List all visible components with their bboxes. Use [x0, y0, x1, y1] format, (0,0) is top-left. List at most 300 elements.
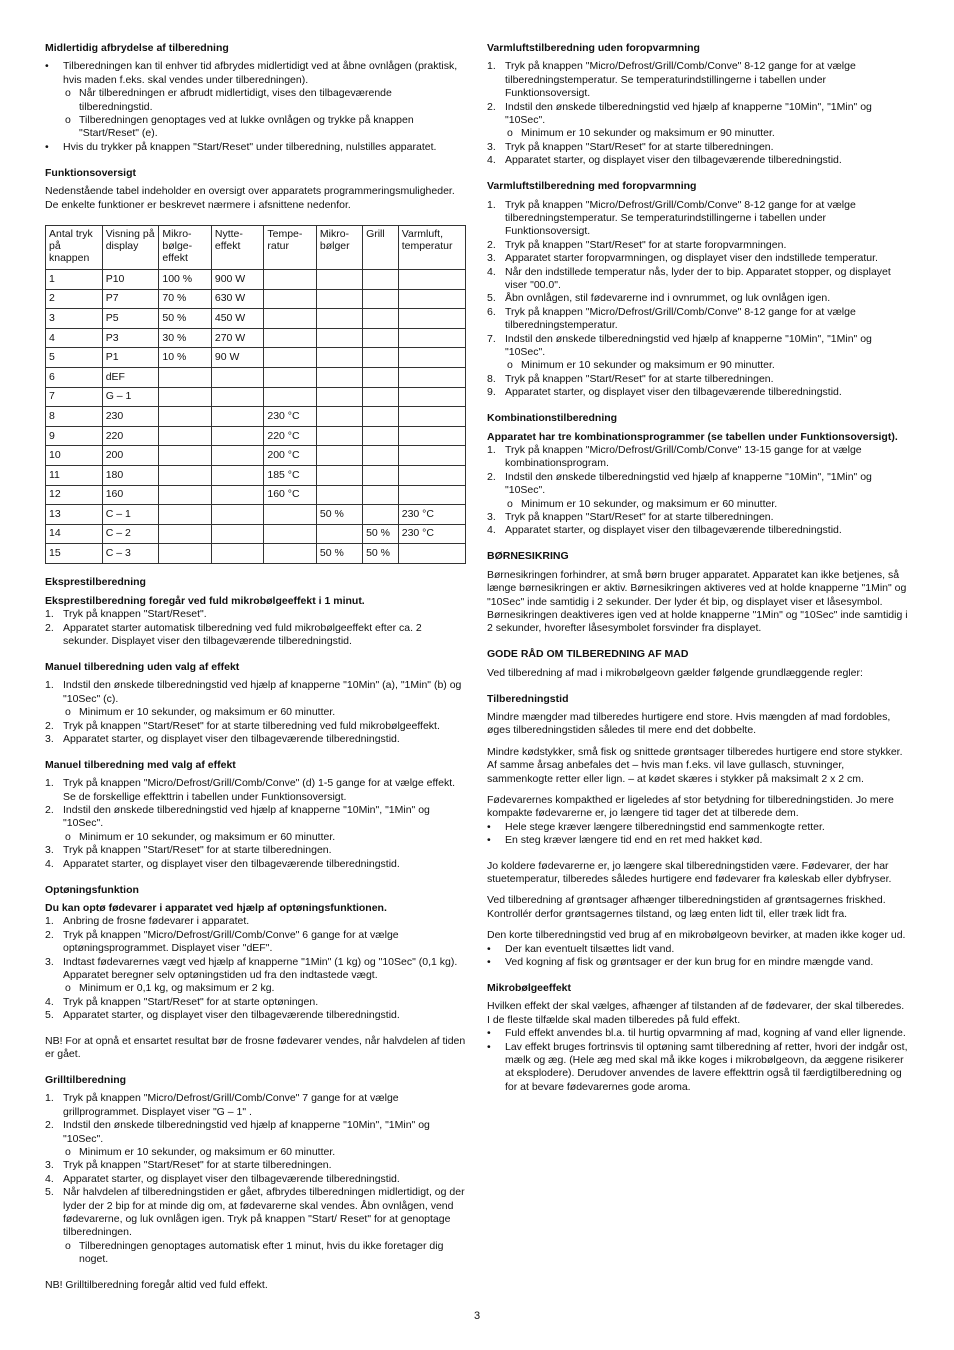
- section-heading: Mikrobølgeeffekt: [487, 981, 572, 994]
- sub-list: [63, 87, 466, 141]
- item-marker: 9.: [487, 386, 496, 399]
- numbered-step: [487, 511, 910, 524]
- item-list: [45, 679, 466, 746]
- table-cell: P10: [102, 269, 159, 289]
- item-marker: 2.: [487, 100, 496, 113]
- numbered-step: [45, 679, 466, 719]
- table-cell: 10: [46, 446, 103, 466]
- table-cell: [159, 505, 212, 525]
- numbered-step: [45, 956, 466, 996]
- column-header: Grill: [363, 225, 399, 269]
- item-text: Apparatet starter automatisk tilberedning ved fuld mikrobølgeeffekt efter ca. 2 sekunder. Displayet viser den tilbageværende tilberedningstid.: [63, 621, 422, 647]
- section-subheading: Apparatet har tre kombinationsprogrammer (se tabellen under Funktionsoversigt).: [487, 430, 898, 443]
- section: [487, 550, 910, 635]
- item-marker: 3.: [45, 955, 54, 968]
- paragraph: Nedenstående tabel indeholder en oversigt over apparatets programmeringsmuligheder. De enkelte funktioner er beskrevet nærmere i afsnittene nedenfor.: [45, 185, 455, 211]
- section-heading: GODE RÅD OM TILBEREDNING AF MAD: [487, 648, 689, 661]
- bullet-item: [45, 141, 466, 154]
- numbered-step: [45, 608, 466, 621]
- item-text: Tryk på knappen "Micro/Defrost/Grill/Comb/Conve" 13-15 gange for at vælge kombinationsprogram.: [505, 443, 862, 470]
- numbered-step: [487, 333, 910, 373]
- table-cell: 630 W: [211, 289, 264, 309]
- column-header: Antal tryk på knappen: [46, 225, 103, 269]
- item-text: Apparatet starter, og displayet viser den tilbageværende tilberedningstid.: [63, 857, 400, 870]
- table-cell: [398, 387, 465, 407]
- numbered-step: [487, 266, 910, 293]
- sub-item-text: Tilberedningen genoptages ved at lukke ovnlågen og trykke på knappen "Start/Reset" (e).: [79, 114, 414, 140]
- table-cell: 2: [46, 289, 103, 309]
- item-marker: 2.: [45, 804, 54, 817]
- item-marker: •: [487, 834, 491, 847]
- table-cell: P1: [102, 348, 159, 368]
- table-cell: P3: [102, 328, 159, 348]
- section: [45, 576, 466, 648]
- table-cell: [316, 485, 362, 505]
- item-text: Tryk på knappen "Micro/Defrost/Grill/Comb/Conve" 8-12 gange for at vælge tilberedningstemperatur.: [505, 305, 856, 332]
- paragraph: Mindre kødstykker, små fisk og snittede grøntsager tilberedes hurtigere end store stykker. Af samme årsag anbefales det – hvis man f.eks. vil lave gullasch, stuvninger, sammenkogte retter eller lign. – at kødet skæres i stykker på maksimalt 2 x 2 cm.: [487, 745, 903, 785]
- column-header: Varmluft, temperatur: [398, 225, 465, 269]
- sub-list: [63, 831, 466, 844]
- sub-list: [505, 359, 910, 372]
- section-heading: Kombinationstilberedning: [487, 412, 618, 425]
- item-marker: 8.: [487, 372, 496, 385]
- item-list: [45, 1092, 466, 1266]
- bullet-item: [487, 1027, 910, 1040]
- item-marker: 2.: [45, 1119, 54, 1132]
- item-marker: 7.: [487, 332, 496, 345]
- item-list: [45, 60, 466, 154]
- table-cell: [264, 367, 317, 387]
- section: [487, 412, 910, 538]
- sub-list: [63, 1146, 466, 1159]
- paragraph: Børnesikringen forhindrer, at små børn bruger apparatet. Apparatet kan ikke betjenes, så længe børnesikringen er aktiv. Børnesikringen aktiveres ved at holde knapperne "1Min" og "10Sec" inde samtidig i 2 sekunder. Der lyder ét bip, og displayet viser et låsesymbol. Børnesikringen deaktiveres igen ved at holde knapperne "1Min" og "10Sec" inde samtidig i 2 sekunder, hvorefter låsesymbolet forsvinder fra displayet.: [487, 568, 908, 635]
- numbered-step: [487, 444, 910, 471]
- numbered-step: [487, 154, 910, 167]
- numbered-step: [487, 252, 910, 265]
- item-text: Anbring de frosne fødevarer i apparatet.: [63, 915, 250, 928]
- section-heading: Eksprestilberedning: [45, 576, 146, 589]
- numbered-step: [45, 858, 466, 871]
- item-text: Indstil den ønskede tilberedningstid ved hjælp af knapperne "10Min", "1Min" og "10Sec".: [63, 804, 430, 830]
- section-heading: Optøningsfunktion: [45, 883, 139, 896]
- table-cell: [363, 387, 399, 407]
- table-cell: [211, 426, 264, 446]
- paragraph: Hvilken effekt der skal vælges, afhænger af tilstanden af de fødevarer, der skal tilberedes.: [487, 1000, 905, 1013]
- section: [487, 982, 910, 1094]
- table-cell: [363, 309, 399, 329]
- table-cell: 7: [46, 387, 103, 407]
- item-text: En steg kræver længere tid end en ret med hakket kød.: [505, 834, 763, 847]
- sub-item: [63, 1146, 466, 1159]
- sub-item-text: Minimum er 10 sekunder, og maksimum er 60 minutter.: [79, 830, 336, 843]
- table-cell: [211, 505, 264, 525]
- section-heading: Grilltilberedning: [45, 1073, 127, 1086]
- table-cell: 230 °C: [398, 524, 465, 544]
- table-cell: 100 %: [159, 269, 212, 289]
- item-marker: 1.: [45, 1092, 54, 1105]
- table-row: [46, 505, 466, 525]
- paragraph: Jo koldere fødevarerne er, jo længere skal tilberedningstiden være. Fødevarer, der har stuetemperatur, tilberedes således hurtigere end fødevarer fra køleskab eller dybfryser.: [487, 859, 892, 886]
- table-row: [46, 544, 466, 564]
- table-cell: P5: [102, 309, 159, 329]
- table-cell: C – 1: [102, 505, 159, 525]
- item-text: Apparatet starter foropvarmningen, og displayet viser den indstillede temperatur.: [505, 252, 878, 265]
- table-cell: [211, 524, 264, 544]
- numbered-step: [45, 777, 466, 804]
- table-row: [46, 348, 466, 368]
- table-cell: 50 %: [316, 505, 362, 525]
- table-cell: C – 3: [102, 544, 159, 564]
- item-marker: 2.: [487, 238, 496, 251]
- paragraph: Ved tilberedning af grøntsager afhænger tilberedningstiden af grøntsagernes friskhed. Kontrollér derfor grøntsagernes tilstand, og læg enten lidt til, eller træk lidt fra.: [487, 894, 886, 920]
- table-row: [46, 367, 466, 387]
- numbered-step: [45, 1159, 466, 1172]
- table-cell: 1: [46, 269, 103, 289]
- page-number: 3: [473, 1310, 481, 1322]
- item-text: Indstil den ønskede tilberedningstid ved hjælp af knapperne "10Min", "1Min" og "10Sec".: [505, 470, 872, 497]
- table-cell: [264, 269, 317, 289]
- table-row: [46, 524, 466, 544]
- numbered-step: [45, 996, 466, 1009]
- item-text: Når halvdelen af tilberedningstiden er gået, afbrydes tilberedningen midlertidigt, og der lyder der 2 bip for at minde dig om, at fødevarerne skal vendes. Åbn ovnlågen, vend fødevarerne, og luk ovnlågen igen. Tryk på knappen "Start/ Reset" for at genoptage tilberedningen.: [63, 1186, 465, 1239]
- sub-list: [63, 706, 466, 719]
- table-cell: [316, 289, 362, 309]
- item-marker: 3.: [45, 732, 54, 745]
- bullet-item: [487, 956, 910, 969]
- table-row: [46, 309, 466, 329]
- numbered-step: [45, 1092, 466, 1119]
- section: [45, 661, 466, 746]
- paragraph: Den korte tilberedningstid ved brug af en mikrobølgeovn bevirker, at maden ikke koger ud.: [487, 929, 906, 942]
- table-cell: [363, 465, 399, 485]
- item-marker: 4.: [487, 154, 496, 167]
- sub-item: [63, 1240, 466, 1267]
- sub-list: [505, 498, 910, 511]
- sub-item: [505, 127, 910, 140]
- item-marker: 3.: [487, 511, 496, 523]
- item-marker: 1.: [487, 443, 496, 456]
- table-cell: [398, 544, 465, 564]
- table-cell: 50 %: [363, 524, 399, 544]
- table-cell: [159, 426, 212, 446]
- table-cell: 6: [46, 367, 103, 387]
- table-cell: 185 °C: [264, 465, 317, 485]
- item-marker: 5.: [487, 292, 496, 305]
- table-cell: [316, 309, 362, 329]
- numbered-step: [487, 524, 910, 537]
- sub-marker-icon: o: [65, 830, 71, 843]
- table-cell: dEF: [102, 367, 159, 387]
- item-marker: 3.: [487, 252, 496, 265]
- item-text: Apparatet starter, og displayet viser den tilbageværende tilberedningstid.: [505, 386, 842, 399]
- table-row: [46, 465, 466, 485]
- item-marker: •: [487, 820, 491, 833]
- section-note: NB! For at opnå et ensartet resultat bør de frosne fødevarer vendes, når halvdelen af tiden er gået.: [45, 1034, 466, 1061]
- table-cell: 230 °C: [264, 407, 317, 427]
- numbered-step: [45, 929, 466, 956]
- table-cell: [398, 269, 465, 289]
- sub-marker-icon: o: [65, 982, 71, 995]
- table-cell: [264, 328, 317, 348]
- table-cell: 4: [46, 328, 103, 348]
- table-cell: [211, 446, 264, 466]
- table-row: [46, 328, 466, 348]
- item-text: Tryk på knappen "Start/Reset" for at starte tilberedningen.: [505, 372, 774, 385]
- function-table: [45, 225, 466, 564]
- item-marker: •: [487, 942, 491, 955]
- table-cell: [211, 465, 264, 485]
- table-row: [46, 407, 466, 427]
- table-row: [46, 446, 466, 466]
- table-cell: [316, 407, 362, 427]
- item-text: Tryk på knappen "Micro/Defrost/Grill/Comb/Conve" 6 gange for at vælge optøningsprogrammet. Displayet viser "dEF".: [63, 928, 399, 955]
- numbered-step: [487, 306, 910, 333]
- table-cell: 50 %: [316, 544, 362, 564]
- item-text: Tryk på knappen "Start/Reset" for at starte tilberedningen.: [505, 511, 774, 523]
- numbered-step: [487, 60, 910, 100]
- item-list: [45, 915, 466, 1022]
- item-text: Tryk på knappen "Micro/Defrost/Grill/Comb/Conve" 8-12 gange for at vælge tilberedningstemperatur. Se temperaturindstillingerne i tabellen under Funktionsoversigt.: [505, 60, 856, 100]
- item-list: [45, 608, 466, 648]
- table-cell: [211, 407, 264, 427]
- item-marker: •: [487, 956, 491, 969]
- item-marker: 4.: [487, 524, 496, 537]
- section: [487, 42, 910, 168]
- section-heading: Varmluftstilberedning uden foropvarmning: [487, 42, 700, 54]
- sub-item: [63, 831, 466, 844]
- item-text: Tryk på knappen "Start/Reset" for at starte foropvarmningen.: [505, 238, 787, 251]
- section-note: NB! Grilltilberedning foregår altid ved fuld effekt.: [45, 1278, 268, 1291]
- table-cell: 8: [46, 407, 103, 427]
- item-text: Apparatet starter, og displayet viser den tilbageværende tilberedningstid.: [63, 1172, 400, 1185]
- sub-item-text: Minimum er 10 sekunder, og maksimum er 60 minutter.: [521, 497, 778, 510]
- item-marker: •: [45, 60, 49, 73]
- item-text: Hvis du trykker på knappen "Start/Reset" under tilberedning, nulstilles apparatet.: [63, 140, 437, 153]
- table-cell: [363, 269, 399, 289]
- numbered-step: [45, 844, 466, 857]
- numbered-step: [487, 101, 910, 141]
- left-column: [45, 42, 466, 1292]
- paragraph: Mindre mængder mad tilberedes hurtigere end store. Hvis mængden af mad fordobles, øges tilberedningstiden således til mere end det dobbelte.: [487, 710, 891, 737]
- item-marker: 4.: [45, 1172, 54, 1185]
- table-cell: [316, 426, 362, 446]
- table-cell: 90 W: [211, 348, 264, 368]
- section: [45, 1074, 466, 1292]
- item-marker: 1.: [45, 915, 54, 928]
- table-cell: [159, 387, 212, 407]
- table-cell: 14: [46, 524, 103, 544]
- sub-item-text: Minimum er 10 sekunder, og maksimum er 60 minutter.: [79, 706, 336, 719]
- table-cell: [264, 348, 317, 368]
- table-cell: [159, 367, 212, 387]
- table-cell: [264, 309, 317, 329]
- item-marker: 4.: [45, 995, 54, 1008]
- table-cell: 12: [46, 485, 103, 505]
- item-text: Indtast fødevarernes vægt ved hjælp af knapperne "1Min" (1 kg) og "10Sec" (0,1 kg). Apparatet beregner selv optøningstiden ud fra den indtastede vægt.: [63, 955, 458, 982]
- section-heading: Funktionsoversigt: [45, 166, 137, 179]
- item-marker: 5.: [45, 1186, 54, 1199]
- table-cell: 200 °C: [264, 446, 317, 466]
- item-text: Tryk på knappen "Start/Reset".: [63, 608, 207, 621]
- bullet-item: [487, 834, 910, 847]
- sub-item: [63, 87, 466, 114]
- item-marker: 6.: [487, 305, 496, 318]
- sub-item: [505, 498, 910, 511]
- numbered-step: [45, 622, 466, 649]
- sub-marker-icon: o: [507, 127, 513, 140]
- table-cell: 13: [46, 505, 103, 525]
- table-cell: 3: [46, 309, 103, 329]
- section-heading: Midlertidig afbrydelse af tilberedning: [45, 42, 229, 54]
- item-text: Lav effekt bruges fortrinsvis til optøning samt tilberedning af retter, hvori der indgår ost, mælk og æg. (Hele æg med skal må ikke koges i mikrobølgeovn, da æggene risikerer at eksplodere). Derudover anvendes de lavere effekttrin også til færdigtilberedning og for at bevare fødevarernes gode aroma.: [505, 1040, 908, 1093]
- section: [45, 167, 466, 564]
- table-row: [46, 269, 466, 289]
- sub-marker-icon: o: [65, 1239, 71, 1252]
- sub-list: [63, 982, 466, 995]
- section: [45, 759, 466, 871]
- table-cell: 900 W: [211, 269, 264, 289]
- table-row: [46, 387, 466, 407]
- item-text: Når den indstillede temperatur nås, lyder der to bip. Apparatet stopper, og displayet viser "00.0".: [505, 265, 891, 291]
- item-marker: 1.: [45, 777, 54, 790]
- column-header: Mikro-bølge-effekt: [159, 225, 212, 269]
- table-cell: 15: [46, 544, 103, 564]
- table-cell: 10 %: [159, 348, 212, 368]
- item-marker: 3.: [45, 844, 54, 857]
- numbered-step: [45, 1186, 466, 1266]
- item-text: Apparatet starter, og displayet viser den tilbageværende tilberedningstid.: [505, 154, 842, 167]
- table-row: [46, 485, 466, 505]
- table-cell: [316, 465, 362, 485]
- table-cell: 230: [102, 407, 159, 427]
- table-cell: [316, 367, 362, 387]
- item-marker: 3.: [487, 140, 496, 153]
- table-cell: [398, 289, 465, 309]
- table-cell: [159, 446, 212, 466]
- item-text: Hele stege kræver længere tilberedningstid end sammenkogte retter.: [505, 820, 825, 833]
- item-text: Apparatet starter, og displayet viser den tilbageværende tilberedningstid.: [63, 1009, 400, 1022]
- table-cell: 160 °C: [264, 485, 317, 505]
- table-cell: 5: [46, 348, 103, 368]
- numbered-step: [487, 386, 910, 399]
- section-heading: Manuel tilberedning med valg af effekt: [45, 758, 236, 771]
- table-cell: [316, 387, 362, 407]
- item-marker: 4.: [45, 857, 54, 870]
- sub-item-text: Minimum er 10 sekunder og maksimum er 90 minutter.: [521, 359, 775, 372]
- table-cell: 30 %: [159, 328, 212, 348]
- item-text: Tryk på knappen "Micro/Defrost/Grill/Comb/Conve" (d) 1-5 gange for at vælge effekt. Se de forskellige effekttrin i tabellen under Funktionsoversigt.: [63, 777, 456, 803]
- table-header-row: [46, 225, 466, 269]
- item-text: Der kan eventuelt tilsættes lidt vand.: [505, 942, 675, 955]
- table-cell: [398, 446, 465, 466]
- item-marker: 3.: [45, 1159, 54, 1172]
- bullet-item: [487, 1041, 910, 1095]
- column-header: Tempe-ratur: [264, 225, 317, 269]
- sub-marker-icon: o: [65, 706, 71, 719]
- table-cell: 50 %: [363, 544, 399, 564]
- item-text: Indstil den ønskede tilberedningstid ved hjælp af knapperne "10Min", "1Min" og "10Sec".: [63, 1119, 430, 1145]
- table-cell: [363, 328, 399, 348]
- table-cell: [398, 328, 465, 348]
- table-cell: 9: [46, 426, 103, 446]
- table-cell: [398, 407, 465, 427]
- section-heading: Tilberedningstid: [487, 692, 569, 705]
- numbered-step: [487, 199, 910, 239]
- item-marker: 2.: [45, 928, 54, 941]
- table-cell: [398, 367, 465, 387]
- table-cell: [363, 446, 399, 466]
- table-row: [46, 289, 466, 309]
- sub-item-text: Når tilberedningen er afbrudt midlertidigt, vises den tilbageværende tilberedningstid.: [79, 87, 392, 113]
- table-cell: [159, 485, 212, 505]
- table-cell: [264, 524, 317, 544]
- bullet-item: [487, 943, 910, 956]
- table-cell: 200: [102, 446, 159, 466]
- sub-marker-icon: o: [65, 114, 71, 127]
- item-list: [45, 777, 466, 871]
- item-text: Indstil den ønskede tilberedningstid ved hjælp af knapperne "10Min", "1Min" og "10Sec".: [505, 332, 872, 359]
- sub-list: [505, 127, 910, 140]
- item-text: Åbn ovnlågen, stil fødevarerne ind i ovnrummet, og luk ovnlågen igen.: [505, 292, 831, 305]
- item-text: Tryk på knappen "Start/Reset" for at starte tilberedning ved fuld mikrobølgeeffekt.: [63, 719, 440, 732]
- sub-item: [505, 359, 910, 372]
- table-cell: [316, 269, 362, 289]
- item-list: [487, 943, 910, 970]
- item-marker: •: [487, 1027, 491, 1040]
- table-cell: [398, 348, 465, 368]
- section: [487, 648, 910, 680]
- item-list: [487, 444, 910, 538]
- table-cell: [363, 407, 399, 427]
- table-cell: [211, 544, 264, 564]
- table-cell: [316, 328, 362, 348]
- sub-marker-icon: o: [65, 87, 71, 100]
- table-cell: [316, 524, 362, 544]
- table-cell: [264, 505, 317, 525]
- table-cell: [363, 505, 399, 525]
- table-cell: [211, 387, 264, 407]
- item-marker: 2.: [45, 719, 54, 732]
- section: [45, 884, 466, 1062]
- table-cell: [398, 426, 465, 446]
- table-cell: 270 W: [211, 328, 264, 348]
- table-cell: [159, 407, 212, 427]
- table-cell: [363, 426, 399, 446]
- table-cell: [264, 544, 317, 564]
- item-marker: 2.: [45, 621, 54, 634]
- section: [487, 180, 910, 400]
- item-marker: 1.: [45, 679, 54, 692]
- numbered-step: [45, 1119, 466, 1159]
- table-cell: 11: [46, 465, 103, 485]
- bullet-item: [487, 821, 910, 834]
- table-cell: [363, 367, 399, 387]
- item-list: [487, 821, 910, 848]
- item-text: Apparatet starter, og displayet viser den tilbageværende tilberedningstid.: [505, 524, 842, 537]
- sub-item-text: Minimum er 10 sekunder, og maksimum er 60 minutter.: [79, 1146, 336, 1158]
- item-text: Tryk på knappen "Micro/Defrost/Grill/Comb/Conve" 8-12 gange for at vælge tilberedningstemperatur. Se temperaturindstillingerne i tabellen under Funktionsoversigt.: [505, 198, 856, 238]
- item-text: Apparatet starter, og displayet viser den tilbageværende tilberedningstid.: [63, 732, 400, 745]
- item-marker: 2.: [487, 470, 496, 483]
- table-cell: 50 %: [159, 309, 212, 329]
- item-marker: 1.: [487, 198, 496, 211]
- item-text: Fuld effekt anvendes bl.a. til hurtig opvarmning af mad, kogning af vand eller lignende.: [505, 1027, 906, 1040]
- sub-marker-icon: o: [65, 1146, 71, 1158]
- table-cell: 70 %: [159, 289, 212, 309]
- table-cell: 180: [102, 465, 159, 485]
- table-cell: 220 °C: [264, 426, 317, 446]
- paragraph: Fødevarernes kompakthed er ligeledes af stor betydning for tilberedningstiden. Jo mere kompakte fødevarerne er, jo længere tid tager det at tilberede dem.: [487, 794, 894, 820]
